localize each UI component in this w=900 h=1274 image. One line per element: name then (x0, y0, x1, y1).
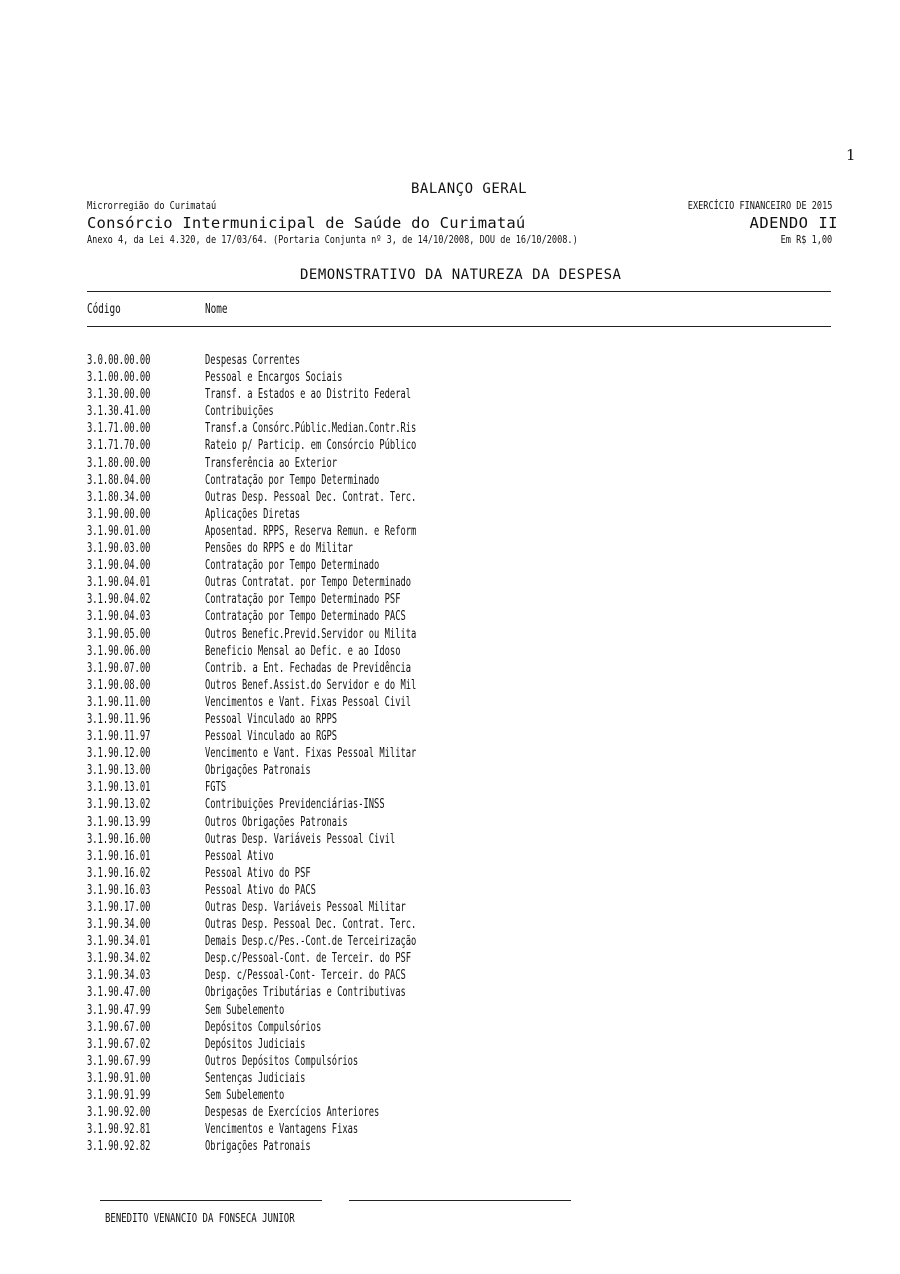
row-code: 3.1.90.13.00 (87, 762, 151, 779)
header-top-rule (87, 291, 831, 292)
row-name: Outras Desp. Pessoal Dec. Contrat. Terc. (205, 916, 417, 933)
row-code: 3.1.90.34.01 (87, 933, 151, 950)
row-name: Transf.a Consórc.Públic.Median.Contr.Ris (205, 420, 417, 437)
row-name: Aplicações Diretas (205, 505, 301, 522)
row-name: Vencimentos e Vant. Fixas Pessoal Civil (205, 693, 412, 710)
organization-name: Consórcio Intermunicipal de Saúde do Curimataú (87, 214, 526, 232)
table-row (87, 643, 647, 660)
page-number: 1 (846, 146, 856, 164)
table-row (87, 694, 647, 711)
table-row (87, 711, 647, 728)
row-name: Contratação por Tempo Determinado (205, 557, 380, 574)
table-row (87, 1104, 647, 1121)
row-code: 3.1.90.34.02 (87, 950, 151, 967)
table-row (87, 1121, 647, 1138)
region-label: Microrregião do Curimataú (87, 199, 217, 212)
row-code: 3.1.90.34.03 (87, 967, 151, 984)
table-row (87, 762, 647, 779)
table-row (87, 916, 647, 933)
row-code: 3.1.80.00.00 (87, 454, 151, 471)
column-header-name: Nome (205, 302, 228, 317)
table-row (87, 984, 647, 1001)
row-code: 3.1.90.00.00 (87, 505, 151, 522)
row-name: Depósitos Judiciais (205, 1035, 306, 1052)
row-name: Pessoal Ativo do PACS (205, 881, 316, 898)
row-code: 3.1.90.16.03 (87, 881, 151, 898)
table-row (87, 591, 647, 608)
report-title: BALANÇO GERAL (411, 181, 528, 197)
currency-unit: Em R$ 1,00 (780, 233, 832, 246)
row-code: 3.1.90.07.00 (87, 659, 151, 676)
row-code: 3.1.90.91.99 (87, 1087, 151, 1104)
expense-table-body (87, 352, 647, 1155)
row-name: Despesas Correntes (205, 352, 301, 368)
row-code: 3.1.90.67.02 (87, 1035, 151, 1052)
row-name: Outros Depósitos Compulsórios (205, 1052, 359, 1069)
row-code: 3.1.90.03.00 (87, 540, 151, 557)
row-name: Pessoal Vinculado ao RGPS (205, 728, 338, 745)
addendum-label: ADENDO II (749, 214, 838, 232)
row-name: Vencimentos e Vantagens Fixas (205, 1121, 359, 1138)
table-row (87, 950, 647, 967)
signer-name: BENEDITO VENANCIO DA FONSECA JUNIOR (105, 1211, 295, 1225)
row-name: Sem Subelemento (205, 1087, 285, 1104)
row-name: Depósitos Compulsórios (205, 1018, 322, 1035)
row-code: 3.1.90.92.00 (87, 1104, 151, 1121)
row-code: 3.1.90.04.01 (87, 574, 151, 591)
table-row (87, 779, 647, 796)
table-row (87, 557, 647, 574)
table-row (87, 1070, 647, 1087)
row-code: 3.1.80.34.00 (87, 488, 151, 505)
table-row (87, 1002, 647, 1019)
table-row (87, 386, 647, 403)
table-row (87, 540, 647, 557)
row-name: Pessoal Ativo do PSF (205, 864, 311, 881)
table-row (87, 865, 647, 882)
row-name: Beneficio Mensal ao Defic. e ao Idoso (205, 642, 401, 659)
table-row (87, 1087, 647, 1104)
row-name: Contribuições (205, 403, 274, 420)
row-name: Despesas de Exercícios Anteriores (205, 1104, 380, 1121)
table-row (87, 796, 647, 813)
row-name: Contratação por Tempo Determinado PSF (205, 591, 401, 608)
row-name: Desp. c/Pessoal-Cont- Terceir. do PACS (205, 967, 406, 984)
row-name: Obrigações Patronais (205, 1138, 311, 1155)
row-name: Obrigações Patronais (205, 762, 311, 779)
table-row (87, 626, 647, 643)
row-name: Contrib. a Ent. Fechadas de Previdência (205, 659, 412, 676)
row-code: 3.1.90.04.00 (87, 557, 151, 574)
row-name: Sem Subelemento (205, 1001, 285, 1018)
row-name: Outras Contratat. por Tempo Determinado (205, 574, 412, 591)
table-row (87, 523, 647, 540)
header-bottom-rule (87, 326, 831, 327)
row-code: 3.1.90.16.01 (87, 847, 151, 864)
table-row (87, 967, 647, 984)
table-row (87, 831, 647, 848)
row-name: Pessoal e Encargos Sociais (205, 369, 343, 386)
row-name: Pensões do RPPS e do Militar (205, 540, 353, 557)
row-code: 3.1.90.13.02 (87, 796, 151, 813)
row-code: 3.1.90.34.00 (87, 916, 151, 933)
section-title: DEMONSTRATIVO DA NATUREZA DA DESPESA (300, 267, 622, 283)
row-code: 3.1.71.70.00 (87, 437, 151, 454)
legal-basis: Anexo 4, da Lei 4.320, de 17/03/64. (Portaria Conjunta nº 3, de 14/10/2008, DOU de 16/10/2008.) (87, 233, 578, 246)
row-name: Transf. a Estados e ao Distrito Federal (205, 386, 412, 403)
row-name: Contratação por Tempo Determinado PACS (205, 608, 406, 625)
table-row (87, 472, 647, 489)
table-row (87, 848, 647, 865)
row-code: 3.1.90.67.00 (87, 1018, 151, 1035)
row-name: Outras Desp. Variáveis Pessoal Civil (205, 830, 396, 847)
table-row (87, 1138, 647, 1155)
table-row (87, 608, 647, 625)
row-name: Transferência ao Exterior (205, 454, 338, 471)
row-code: 3.1.90.16.00 (87, 830, 151, 847)
table-row (87, 933, 647, 950)
signature-line-2 (349, 1200, 571, 1201)
row-code: 3.1.90.92.81 (87, 1121, 151, 1138)
row-code: 3.1.90.91.00 (87, 1069, 151, 1086)
row-name: Desp.c/Pessoal-Cont. de Terceir. do PSF (205, 950, 412, 967)
row-code: 3.1.90.13.01 (87, 779, 151, 796)
row-code: 3.1.90.47.00 (87, 984, 151, 1001)
row-code: 3.1.80.04.00 (87, 471, 151, 488)
row-name: Outros Benefic.Previd.Servidor ou Milita (205, 625, 417, 642)
table-row (87, 455, 647, 472)
row-name: Sentenças Judiciais (205, 1069, 306, 1086)
table-row (87, 728, 647, 745)
row-code: 3.0.00.00.00 (87, 352, 151, 368)
table-row (87, 1019, 647, 1036)
row-name: Pessoal Ativo (205, 847, 274, 864)
row-name: Contratação por Tempo Determinado (205, 471, 380, 488)
table-row (87, 814, 647, 831)
row-name: Pessoal Vinculado ao RPPS (205, 710, 338, 727)
table-row (87, 437, 647, 454)
row-name: Outras Desp. Pessoal Dec. Contrat. Terc. (205, 488, 417, 505)
table-row (87, 899, 647, 916)
table-row (87, 506, 647, 523)
row-name: Rateio p/ Particip. em Consórcio Público (205, 437, 417, 454)
row-code: 3.1.90.05.00 (87, 625, 151, 642)
row-code: 3.1.90.04.02 (87, 591, 151, 608)
row-code: 3.1.00.00.00 (87, 369, 151, 386)
row-code: 3.1.90.17.00 (87, 899, 151, 915)
row-code: 3.1.30.00.00 (87, 386, 151, 403)
row-name: Outras Desp. Variáveis Pessoal Militar (205, 899, 406, 915)
row-name: Contribuições Previdenciárias-INSS (205, 796, 385, 813)
row-name: Outros Obrigações Patronais (205, 813, 348, 830)
row-code: 3.1.90.01.00 (87, 522, 151, 539)
row-code: 3.1.90.11.00 (87, 693, 151, 710)
row-code: 3.1.90.04.03 (87, 608, 151, 625)
row-code: 3.1.90.47.99 (87, 1001, 151, 1018)
row-code: 3.1.90.06.00 (87, 642, 151, 659)
row-code: 3.1.90.11.97 (87, 728, 151, 745)
row-name: Vencimento e Vant. Fixas Pessoal Militar (205, 745, 417, 762)
row-code: 3.1.90.92.82 (87, 1138, 151, 1155)
row-code: 3.1.30.41.00 (87, 403, 151, 420)
row-code: 3.1.71.00.00 (87, 420, 151, 437)
row-code: 3.1.90.11.96 (87, 710, 151, 727)
row-code: 3.1.90.13.99 (87, 813, 151, 830)
row-name: FGTS (205, 779, 227, 796)
column-header-code: Código (87, 302, 121, 317)
table-row (87, 489, 647, 506)
table-row (87, 420, 647, 437)
table-row (87, 403, 647, 420)
row-name: Obrigações Tributárias e Contributivas (205, 984, 406, 1001)
row-name: Outros Benef.Assist.do Servidor e do Mil (205, 676, 417, 693)
table-row (87, 660, 647, 677)
table-row (87, 369, 647, 386)
table-row (87, 745, 647, 762)
table-row (87, 1053, 647, 1070)
row-code: 3.1.90.16.02 (87, 864, 151, 881)
row-name: Demais Desp.c/Pes.-Cont.de Terceirização (205, 933, 417, 950)
table-row (87, 882, 647, 899)
row-code: 3.1.90.12.00 (87, 745, 151, 762)
fiscal-year-label: EXERCÍCIO FINANCEIRO DE 2015 (687, 199, 832, 212)
row-name: Aposentad. RPPS, Reserva Remun. e Reform (205, 522, 417, 539)
signature-line-1 (100, 1200, 322, 1201)
row-code: 3.1.90.67.99 (87, 1052, 151, 1069)
row-code: 3.1.90.08.00 (87, 676, 151, 693)
table-row (87, 1036, 647, 1053)
table-row (87, 677, 647, 694)
table-row (87, 574, 647, 591)
table-row (87, 352, 647, 369)
